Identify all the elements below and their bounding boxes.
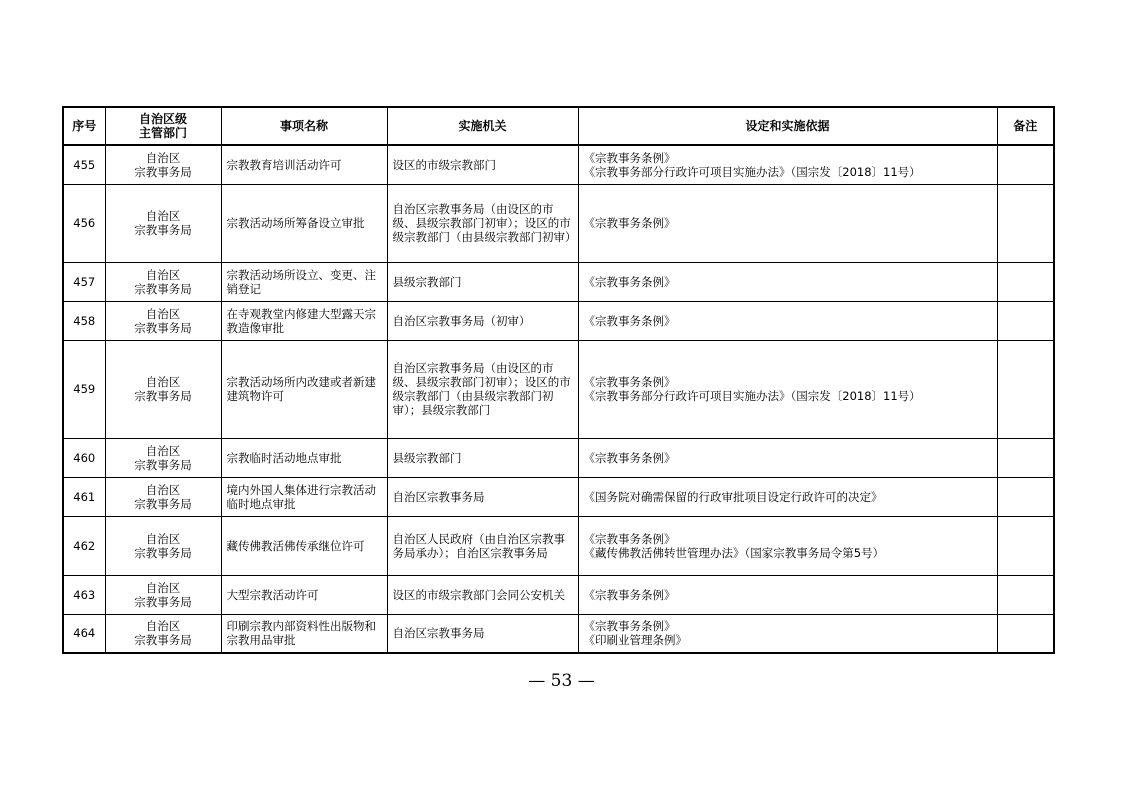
row-note <box>997 477 1054 516</box>
row-basis-line: 《宗教事务条例》 <box>583 216 676 230</box>
row-basis-line: 《宗教事务部分行政许可项目实施办法》（国宗发〔2018〕11号） <box>583 389 921 403</box>
row-basis-line: 《宗教事务部分行政许可项目实施办法》（国宗发〔2018〕11号） <box>583 164 921 179</box>
row-agency: 设区的市级宗教部门 <box>387 145 578 184</box>
row-basis-line: 《宗教事务条例》 <box>583 587 676 602</box>
row-basis <box>578 262 997 301</box>
row-note <box>997 145 1054 184</box>
table-row <box>63 262 1054 301</box>
row-item-name: 藏传佛教活佛传承继位许可 <box>221 516 387 575</box>
header-index: 序号 <box>63 107 105 145</box>
row-department-line: 宗教事务局 <box>134 164 192 179</box>
row-department <box>105 438 221 477</box>
row-department <box>105 516 221 575</box>
row-item-name: 境内外国人集体进行宗教活动临时地点审批 <box>221 477 387 516</box>
row-department <box>105 301 221 340</box>
header-note: 备注 <box>997 107 1054 145</box>
table-body <box>63 145 1054 653</box>
row-basis-line: 《宗教事务条例》 <box>583 619 676 634</box>
row-department-line: 宗教事务局 <box>134 320 192 335</box>
table-row <box>63 516 1054 575</box>
row-department-line: 自治区 <box>145 209 181 223</box>
row-item-name: 印刷宗教内部资料性出版物和宗教用品审批 <box>221 614 387 653</box>
row-basis-line: 《宗教事务条例》 <box>583 313 676 328</box>
header-agency: 实施机关 <box>387 107 578 145</box>
row-index: 461 <box>63 477 105 516</box>
row-note <box>997 301 1054 340</box>
row-basis-line: 《宗教事务条例》 <box>583 531 676 546</box>
row-item-name: 宗教活动场所筹备设立审批 <box>221 184 387 262</box>
approval-items-table-wrapper <box>62 106 1055 654</box>
row-department-line: 宗教事务局 <box>134 496 192 511</box>
row-basis <box>578 614 997 653</box>
row-department-line: 自治区 <box>145 150 181 165</box>
table-row <box>63 301 1054 340</box>
row-agency: 县级宗教部门 <box>387 262 578 301</box>
row-basis-line: 《宗教事务条例》 <box>583 375 676 389</box>
table-row <box>63 575 1054 614</box>
table-header-row <box>63 107 1054 145</box>
row-basis <box>578 145 997 184</box>
row-basis <box>578 477 997 516</box>
row-basis <box>578 340 997 438</box>
row-note <box>997 262 1054 301</box>
row-department-line: 自治区 <box>145 531 181 546</box>
row-agency: 自治区宗教事务局 <box>387 477 578 516</box>
row-department <box>105 184 221 262</box>
row-index: 460 <box>63 438 105 477</box>
row-department <box>105 614 221 653</box>
row-note <box>997 340 1054 438</box>
row-department-line: 宗教事务局 <box>134 633 192 648</box>
table-row <box>63 477 1054 516</box>
row-note <box>997 575 1054 614</box>
row-basis-line: 《宗教事务条例》 <box>583 150 676 165</box>
row-department-line: 宗教事务局 <box>134 457 192 472</box>
header-item-name: 事项名称 <box>221 107 387 145</box>
row-department <box>105 340 221 438</box>
row-basis <box>578 438 997 477</box>
row-department-line: 宗教事务局 <box>134 545 192 560</box>
row-index: 459 <box>63 340 105 438</box>
table-row <box>63 184 1054 262</box>
row-agency: 自治区宗教事务局（初审） <box>387 301 578 340</box>
row-index: 462 <box>63 516 105 575</box>
row-agency: 县级宗教部门 <box>387 438 578 477</box>
row-department-line: 宗教事务局 <box>134 389 192 403</box>
row-department-line: 自治区 <box>145 375 181 389</box>
table-row <box>63 145 1054 184</box>
row-department-line: 宗教事务局 <box>134 594 192 609</box>
row-basis-line: 《国务院对确需保留的行政审批项目设定行政许可的决定》 <box>583 489 883 504</box>
row-note <box>997 614 1054 653</box>
row-basis-line: 《藏传佛教活佛转世管理办法》（国家宗教事务局令第5号） <box>583 545 885 560</box>
row-item-name: 大型宗教活动许可 <box>221 575 387 614</box>
page-number: — 53 — <box>528 671 595 691</box>
row-note <box>997 516 1054 575</box>
row-note <box>997 184 1054 262</box>
row-agency: 自治区宗教事务局 <box>387 614 578 653</box>
row-department-line: 自治区 <box>145 267 181 282</box>
row-basis-line: 《宗教事务条例》 <box>583 450 676 465</box>
table-row <box>63 340 1054 438</box>
row-agency: 自治区宗教事务局（由设区的市级、县级宗教部门初审）；设区的市级宗教部门（由县级宗教部门初审） <box>387 184 578 262</box>
row-item-name: 宗教教育培训活动许可 <box>221 145 387 184</box>
row-department-line: 自治区 <box>145 306 181 321</box>
row-item-name: 宗教活动场所设立、变更、注销登记 <box>221 262 387 301</box>
approval-items-table <box>62 106 1055 654</box>
row-index: 464 <box>63 614 105 653</box>
row-department <box>105 477 221 516</box>
row-department <box>105 145 221 184</box>
row-department-line: 自治区 <box>145 443 181 458</box>
row-basis <box>578 301 997 340</box>
row-item-name: 在寺观教堂内修建大型露天宗教造像审批 <box>221 301 387 340</box>
table-row <box>63 438 1054 477</box>
header-department-line2: 主管部门 <box>138 126 187 140</box>
row-department-line: 宗教事务局 <box>134 223 192 237</box>
row-index: 456 <box>63 184 105 262</box>
row-department-line: 自治区 <box>145 580 181 595</box>
row-index: 463 <box>63 575 105 614</box>
row-agency: 自治区宗教事务局（由设区的市级、县级宗教部门初审）；设区的市级宗教部门（由县级宗教部门初审）；县级宗教部门 <box>387 340 578 438</box>
row-department-line: 自治区 <box>145 482 181 497</box>
row-index: 457 <box>63 262 105 301</box>
row-index: 455 <box>63 145 105 184</box>
header-basis: 设定和实施依据 <box>578 107 997 145</box>
table-row <box>63 614 1054 653</box>
row-note <box>997 438 1054 477</box>
row-agency: 自治区人民政府（由自治区宗教事务局承办）；自治区宗教事务局 <box>387 516 578 575</box>
row-agency: 设区的市级宗教部门会同公安机关 <box>387 575 578 614</box>
row-department <box>105 575 221 614</box>
row-item-name: 宗教临时活动地点审批 <box>221 438 387 477</box>
row-department-line: 自治区 <box>145 619 181 634</box>
row-index: 458 <box>63 301 105 340</box>
row-department-line: 宗教事务局 <box>134 281 192 296</box>
row-basis-line: 《宗教事务条例》 <box>583 274 676 289</box>
row-basis <box>578 575 997 614</box>
row-department <box>105 262 221 301</box>
header-department-line1: 自治区级 <box>138 112 187 126</box>
row-item-name: 宗教活动场所内改建或者新建建筑物许可 <box>221 340 387 438</box>
row-basis <box>578 184 997 262</box>
row-basis-line: 《印刷业管理条例》 <box>583 633 687 648</box>
header-department <box>105 107 221 145</box>
row-basis <box>578 516 997 575</box>
